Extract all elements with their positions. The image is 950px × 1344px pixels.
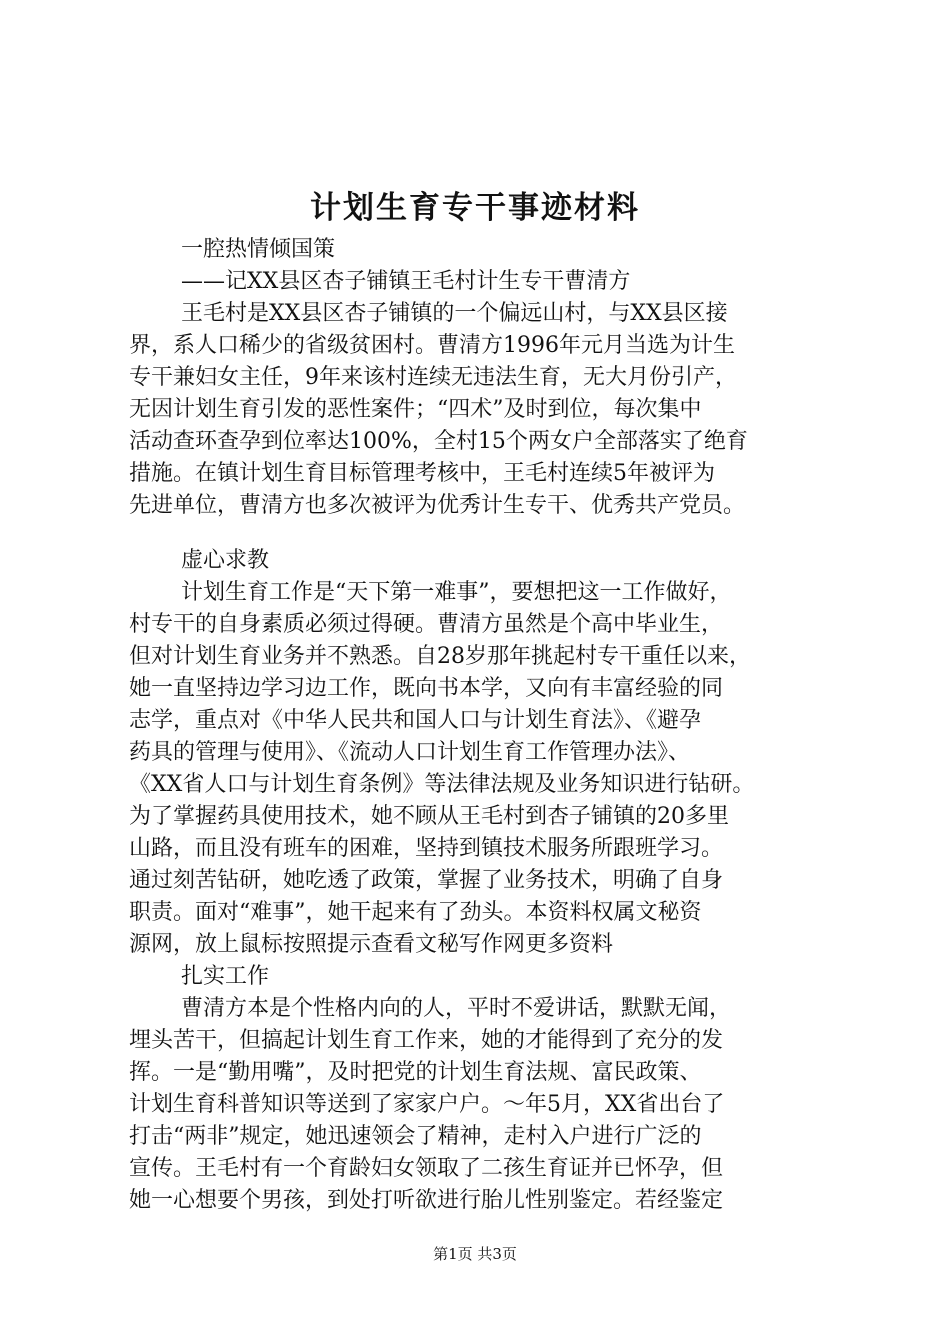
paragraph-line: 她一直坚持边学习边工作，既向书本学，又向有丰富经验的同 [129, 676, 724, 701]
paragraph-line: 打击“两非”规定，她迅速领会了精神，走村入户进行广泛的 [129, 1124, 702, 1149]
paragraph-line: 她一心想要个男孩，到处打听欲进行胎儿性别鉴定。若经鉴定 [129, 1188, 724, 1213]
subtitle-line: 一腔热情倾国策 [181, 237, 336, 262]
paragraph-line: 挥。一是“勤用嘴”，及时把党的计划生育法规、富民政策、 [129, 1060, 702, 1085]
paragraph-line: 界，系人口稀少的省级贫困村。曹清方1996年元月当选为计生 [129, 333, 735, 358]
paragraph-line: 村专干的自身素质必须过得硬。曹清方虽然是个高中毕业生， [129, 612, 724, 637]
byline: ——记XX县区杏子铺镇王毛村计生专干曹清方 [181, 269, 631, 294]
paragraph-line: 计划生育科普知识等送到了家家户户。～年5月，XX省出台了 [129, 1092, 725, 1117]
paragraph-line: 通过刻苦钻研，她吃透了政策，掌握了业务技术，明确了自身 [129, 868, 724, 893]
paragraph-line: 先进单位，曹清方也多次被评为优秀计生专干、优秀共产党员。 [129, 493, 746, 518]
paragraph-line: 山路，而且没有班车的困难，坚持到镇技术服务所跟班学习。 [129, 836, 724, 861]
paragraph-line: 源网，放上鼠标按照提示查看文秘写作网更多资料 [129, 932, 614, 957]
paragraph-line: 但对计划生育业务并不熟悉。自28岁那年挑起村专干重任以来， [129, 644, 751, 669]
section-heading: 扎实工作 [181, 964, 270, 989]
paragraph-line: 职责。面对“难事”，她干起来有了劲头。本资料权属文秘资 [129, 900, 702, 925]
paragraph-line: 活动查环查孕到位率达100%，全村15个两女户全部落实了绝育 [129, 429, 748, 454]
paragraph-line: 为了掌握药具使用技术，她不顾从王毛村到杏子铺镇的20多里 [129, 804, 729, 829]
paragraph-line: 措施。在镇计划生育目标管理考核中，王毛村连续5年被评为 [129, 461, 715, 486]
section-heading: 虚心求教 [181, 548, 270, 573]
document-title: 计划生育专干事迹材料 [310, 190, 640, 226]
paragraph-line: 宣传。王毛村有一个育龄妇女领取了二孩生育证并已怀孕，但 [129, 1156, 724, 1181]
paragraph-line: 志学，重点对《中华人民共和国人口与计划生育法》、《避孕 [129, 708, 702, 733]
paragraph-line: 埋头苦干，但搞起计划生育工作来，她的才能得到了充分的发 [129, 1028, 724, 1053]
paragraph-line: 计划生育工作是“天下第一难事”，要想把这一工作做好， [181, 580, 732, 605]
paragraph-line: 王毛村是XX县区杏子铺镇的一个偏远山村，与XX县区接 [181, 301, 728, 326]
paragraph-line: 《XX省人口与计划生育条例》等法律法规及业务知识进行钻研。 [129, 772, 755, 797]
paragraph-line: 曹清方本是个性格内向的人，平时不爱讲话，默默无闻， [181, 996, 732, 1021]
paragraph-line: 专干兼妇女主任，9年来该村连续无违法生育，无大月份引产， [129, 365, 737, 390]
page-footer: 第1页 共3页 [433, 1245, 517, 1263]
paragraph-line: 药具的管理与使用》、《流动人口计划生育工作管理办法》、 [129, 740, 691, 765]
paragraph-line: 无因计划生育引发的恶性案件；“四术”及时到位，每次集中 [129, 397, 702, 422]
